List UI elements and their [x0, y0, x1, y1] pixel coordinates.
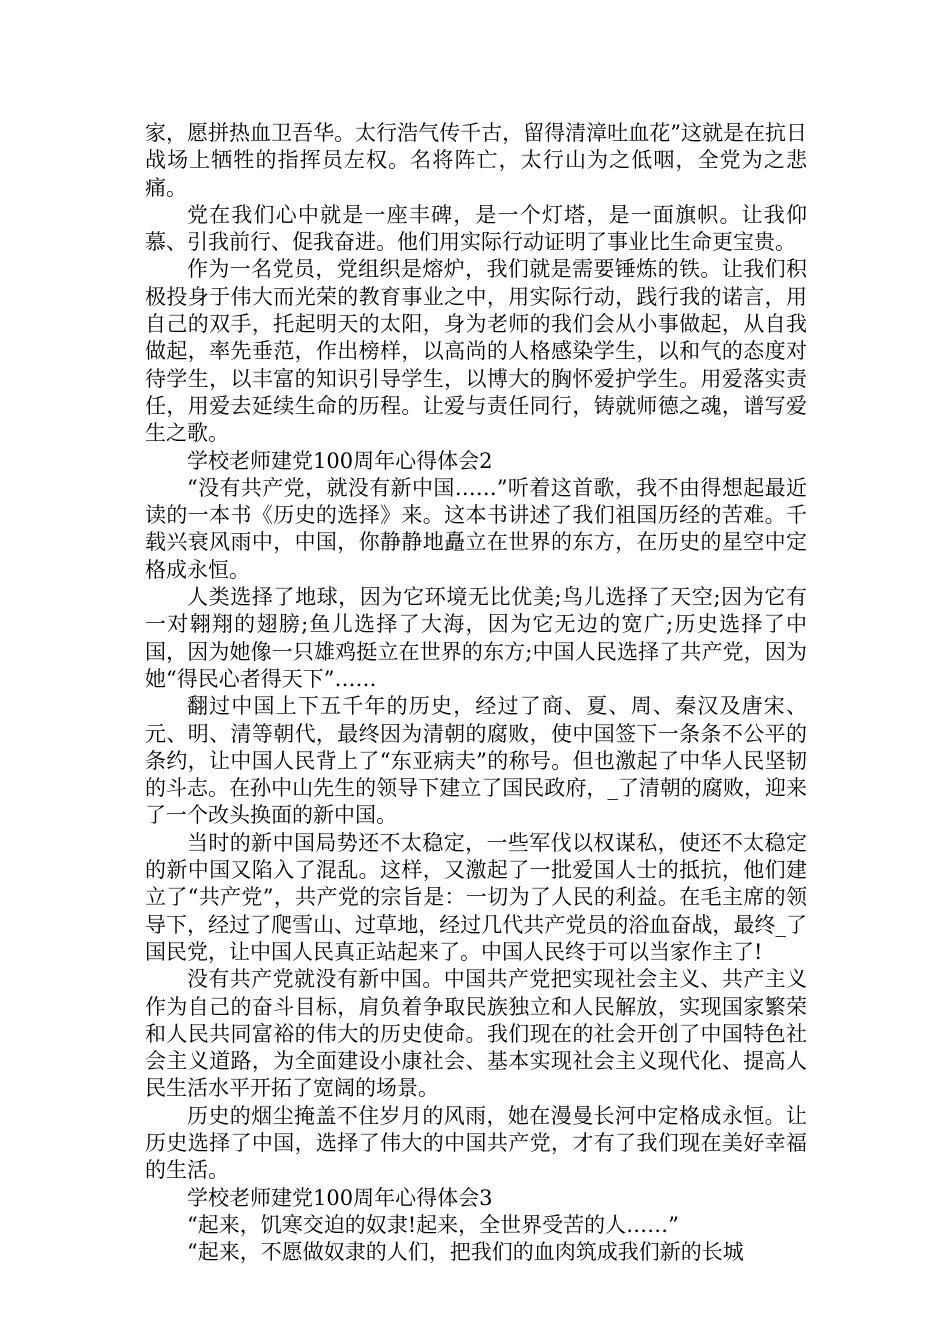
paragraph-1: 家，愿拼热血卫吾华。太行浩气传千古，留得清漳吐血花”这就是在抗日战场上牺牲的指挥员左权。名将阵亡，太行山为之低咽，全党为之悲痛。: [145, 121, 807, 200]
paragraph-8: 当时的新中国局势还不太稳定，一些军伐以权谋私，使还不太稳定的新中国又陷入了混乱。这样，又激起了一批爱国人士的抵抗，他们建立了“共产党”，共产党的宗旨是：一切为了人民的利益。在毛主席的领导下，经过了爬雪山、过草地，经过几代共产党员的浴血奋战，最终_了国民党，让中国人民真正站起来了。中国人民终于可以当家作主了!: [145, 830, 807, 964]
paragraph-5: “没有共产党，就没有新中国……”听着这首歌，我不由得想起最近读的一本书《历史的选择》来。这本书讲述了我们祖国历经的苦难。千载兴衰风雨中，中国，你静静地矗立在世界的东方，在历史的星空中定格成永恒。: [145, 475, 807, 582]
document-body: [145, 120, 807, 1266]
paragraph-13: “起来，不愿做奴隶的人们，把我们的血肉筑成我们新的长城: [187, 1240, 744, 1265]
paragraph-6: 人类选择了地球，因为它环境无比优美;鸟儿选择了天空;因为它有一对翱翔的翅膀;鱼儿选择了大海，因为它无边的宽广;历史选择了中国，因为她像一只雄鸡挺立在世界的东方;中国人民选择了共产党，因为她“得民心者得天下”……: [145, 585, 807, 691]
paragraph-7: 翻过中国上下五千年的历史，经过了商、夏、周、秦汉及唐宋、元、明、清等朝代，最终因为清朝的腐败，使中国签下一条条不公平的条约，让中国人民背上了“东亚病夫”的称号。但也激起了中华人民坚韧的斗志。在孙中山先生的领导下建立了国民政府，_了清朝的腐败，迎来了一个改头换面的新中国。: [145, 694, 807, 828]
paragraph-9: 没有共产党就没有新中国。中国共产党把实现社会主义、共产主义作为自己的奋斗目标，肩负着争取民族独立和人民解放，实现国家繁荣和人民共同富裕的伟大的历史使命。我们现在的社会开创了中国特色社会主义道路，为全面建设小康社会、基本实现社会主义现代化、提高人民生活水平开拓了宽阔的场景。: [145, 967, 807, 1101]
section-heading-3: 学校老师建党100周年心得体会3: [187, 1185, 493, 1210]
paragraph-10: 历史的烟尘掩盖不住岁月的风雨，她在漫曼长河中定格成永恒。让历史选择了中国，选择了伟大的中国共产党，才有了我们现在美好幸福的生活。: [145, 1103, 807, 1183]
paragraph-2: 党在我们心中就是一座丰碑，是一个灯塔，是一面旗帜。让我仰慕、引我前行、促我奋进。他们用实际行动证明了事业比生命更宝贵。: [145, 202, 807, 255]
section-heading-2: 学校老师建党100周年心得体会2: [187, 448, 493, 473]
paragraph-3: 作为一名党员，党组织是熔炉，我们就是需要锤炼的铁。让我们积极投身于伟大而光荣的教育事业之中，用实际行动，践行我的诺言，用自己的双手，托起明天的太阳，身为老师的我们会从小事做起，从自我做起，率先垂范，作出榜样，以高尚的人格感染学生，以和气的态度对待学生，以丰富的知识引导学生，以博大的胸怀爱护学生。用爱落实责任，用爱去延续生命的历程。让爱与责任同行，铸就师德之魂，谱写爱生之歌。: [145, 257, 807, 446]
paragraph-12: “起来，饥寒交迫的奴隶!起来，全世界受苦的人……”: [187, 1212, 679, 1237]
